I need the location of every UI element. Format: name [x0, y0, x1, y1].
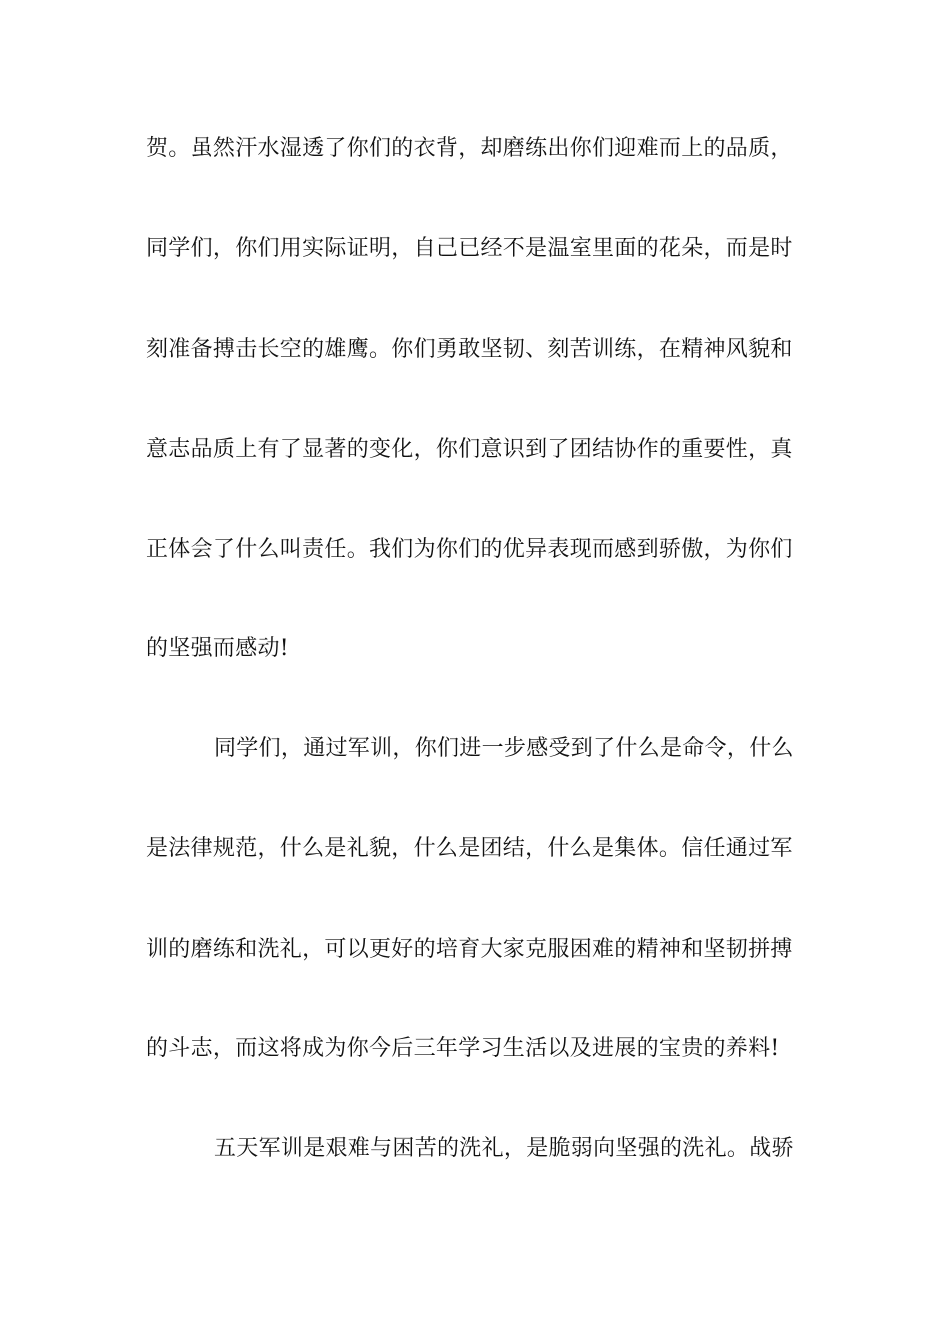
text-line: 意志品质上有了显著的变化，你们意识到了团结协作的重要性，真 — [146, 437, 793, 462]
paragraph-first-line: 五天军训是艰难与困苦的洗礼，是脆弱向坚强的洗礼。战骄 — [214, 1136, 794, 1161]
text-line: 刻准备搏击长空的雄鹰。你们勇敢坚韧、刻苦训练，在精神风貌和 — [146, 337, 793, 362]
paragraph-first-line: 同学们，通过军训，你们进一步感受到了什么是命令，什么 — [214, 736, 794, 761]
text-line: 的坚强而感动! — [146, 636, 289, 661]
text-line: 贺。虽然汗水湿透了你们的衣背，却磨练出你们迎难而上的品质， — [146, 136, 793, 161]
text-line: 是法律规范，什么是礼貌，什么是团结，什么是集体。信任通过军 — [146, 836, 793, 861]
text-line: 同学们，你们用实际证明，自己已经不是温室里面的花朵，而是时 — [146, 236, 793, 261]
text-line: 的斗志，而这将成为你今后三年学习生活以及进展的宝贵的养料! — [146, 1036, 780, 1061]
text-line: 正体会了什么叫责任。我们为你们的优异表现而感到骄傲，为你们 — [146, 537, 793, 562]
text-line: 训的磨练和洗礼，可以更好的培育大家克服困难的精神和坚韧拼搏 — [146, 937, 793, 962]
